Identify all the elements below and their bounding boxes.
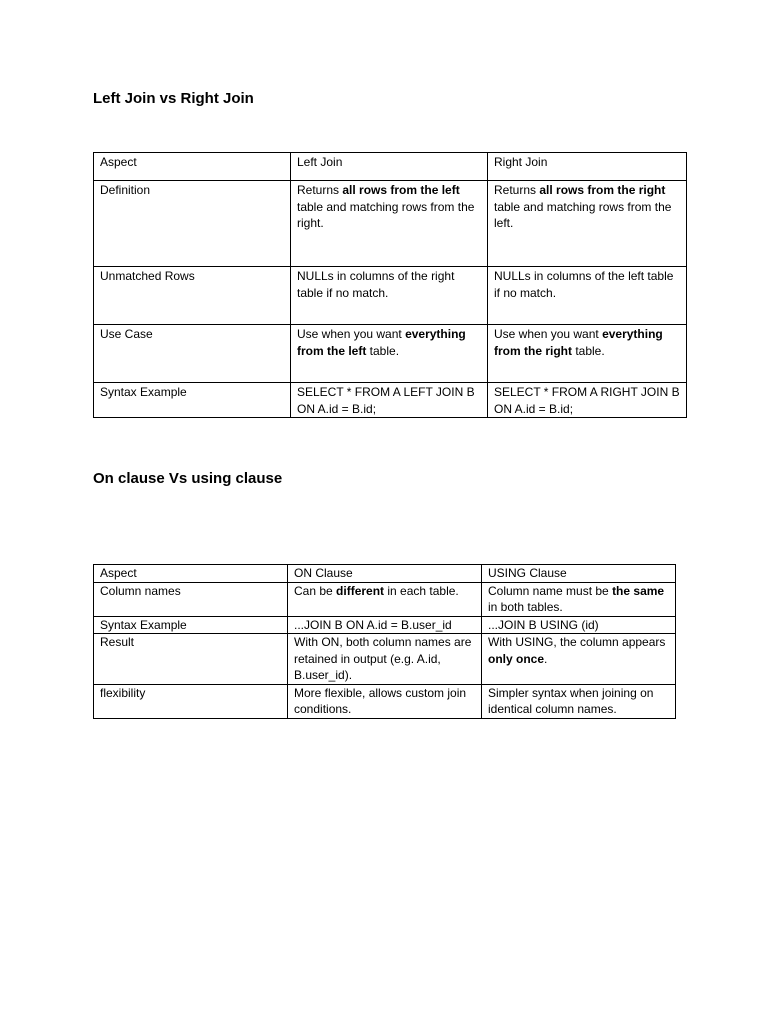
header-cell-left-join: Left Join (291, 153, 488, 181)
header-cell-using-clause: USING Clause (482, 565, 676, 583)
table-row-use-case (94, 325, 687, 383)
table-row-unmatched-rows (94, 267, 687, 325)
cell-bold-text: only once (488, 651, 545, 666)
using-clause-cell: Simpler syntax when joining on identical column names. (482, 684, 676, 718)
table-row-column-names (94, 582, 676, 616)
aspect-cell: Syntax Example (94, 616, 288, 634)
header-cell-right-join: Right Join (488, 153, 687, 181)
table-header-row (94, 565, 676, 583)
aspect-cell: Syntax Example (94, 383, 291, 418)
on-clause-cell: More flexible, allows custom join conditions. (288, 684, 482, 718)
table-row-syntax-example (94, 383, 687, 418)
on-vs-using-clause-table (93, 564, 676, 719)
cell-text: table. (572, 343, 605, 358)
header-cell-aspect: Aspect (94, 153, 291, 181)
left-join-cell (291, 325, 488, 383)
header-cell-aspect: Aspect (94, 565, 288, 583)
cell-text: table and matching rows from the left. (494, 199, 672, 230)
using-clause-cell (482, 634, 676, 685)
aspect-cell: Definition (94, 181, 291, 267)
cell-text: in both tables. (488, 600, 563, 614)
aspect-cell: Use Case (94, 325, 291, 383)
on-clause-cell (288, 582, 482, 616)
cell-text: Can be (294, 583, 337, 598)
table-row-result (94, 634, 676, 685)
section-heading-left-vs-right-join: Left Join vs Right Join (93, 90, 254, 107)
right-join-cell (488, 181, 687, 267)
table-row-definition (94, 181, 687, 267)
section-heading-on-vs-using-clause: On clause Vs using clause (93, 470, 283, 487)
aspect-cell: Result (94, 634, 288, 685)
cell-text: . (544, 651, 548, 666)
cell-text: Returns (297, 183, 343, 197)
cell-text: table and matching rows from the right. (297, 199, 475, 230)
cell-bold-text: all rows from the right (539, 183, 666, 197)
aspect-cell: flexibility (94, 684, 288, 718)
aspect-cell: Column names (94, 582, 288, 616)
right-join-cell: SELECT * FROM A RIGHT JOIN B ON A.id = B.id; (488, 383, 687, 418)
aspect-cell: Unmatched Rows (94, 267, 291, 325)
left-join-cell (291, 181, 488, 267)
on-clause-cell: ...JOIN B ON A.id = B.user_id (288, 616, 482, 634)
cell-text: in each table. (384, 583, 459, 598)
left-join-cell: NULLs in columns of the right table if no match. (291, 267, 488, 325)
on-clause-cell: With ON, both column names are retained in output (e.g. A.id, B.user_id). (288, 634, 482, 685)
cell-bold-text: everything from the right (494, 327, 663, 358)
table-row-flexibility (94, 684, 676, 718)
cell-text: table. (366, 343, 400, 358)
cell-bold-text: all rows from the left (342, 183, 460, 197)
left-vs-right-join-table (93, 152, 687, 418)
cell-bold-text: everything from the left (297, 327, 466, 358)
cell-text: Use when you want (494, 327, 603, 341)
table-row-syntax-example (94, 616, 676, 634)
cell-text: Returns (494, 183, 540, 197)
table-header-row (94, 153, 687, 181)
cell-bold-text: different (336, 583, 385, 598)
right-join-cell (488, 325, 687, 383)
left-join-cell: SELECT * FROM A LEFT JOIN B ON A.id = B.id; (291, 383, 488, 418)
cell-text: Column name must be (488, 583, 613, 598)
cell-bold-text: the same (612, 583, 665, 598)
cell-text: Use when you want (297, 327, 406, 341)
using-clause-cell (482, 582, 676, 616)
using-clause-cell: ...JOIN B USING (id) (482, 616, 676, 634)
header-cell-on-clause: ON Clause (288, 565, 482, 583)
right-join-cell: NULLs in columns of the left table if no match. (488, 267, 687, 325)
cell-text: With USING, the column appears (488, 635, 666, 649)
